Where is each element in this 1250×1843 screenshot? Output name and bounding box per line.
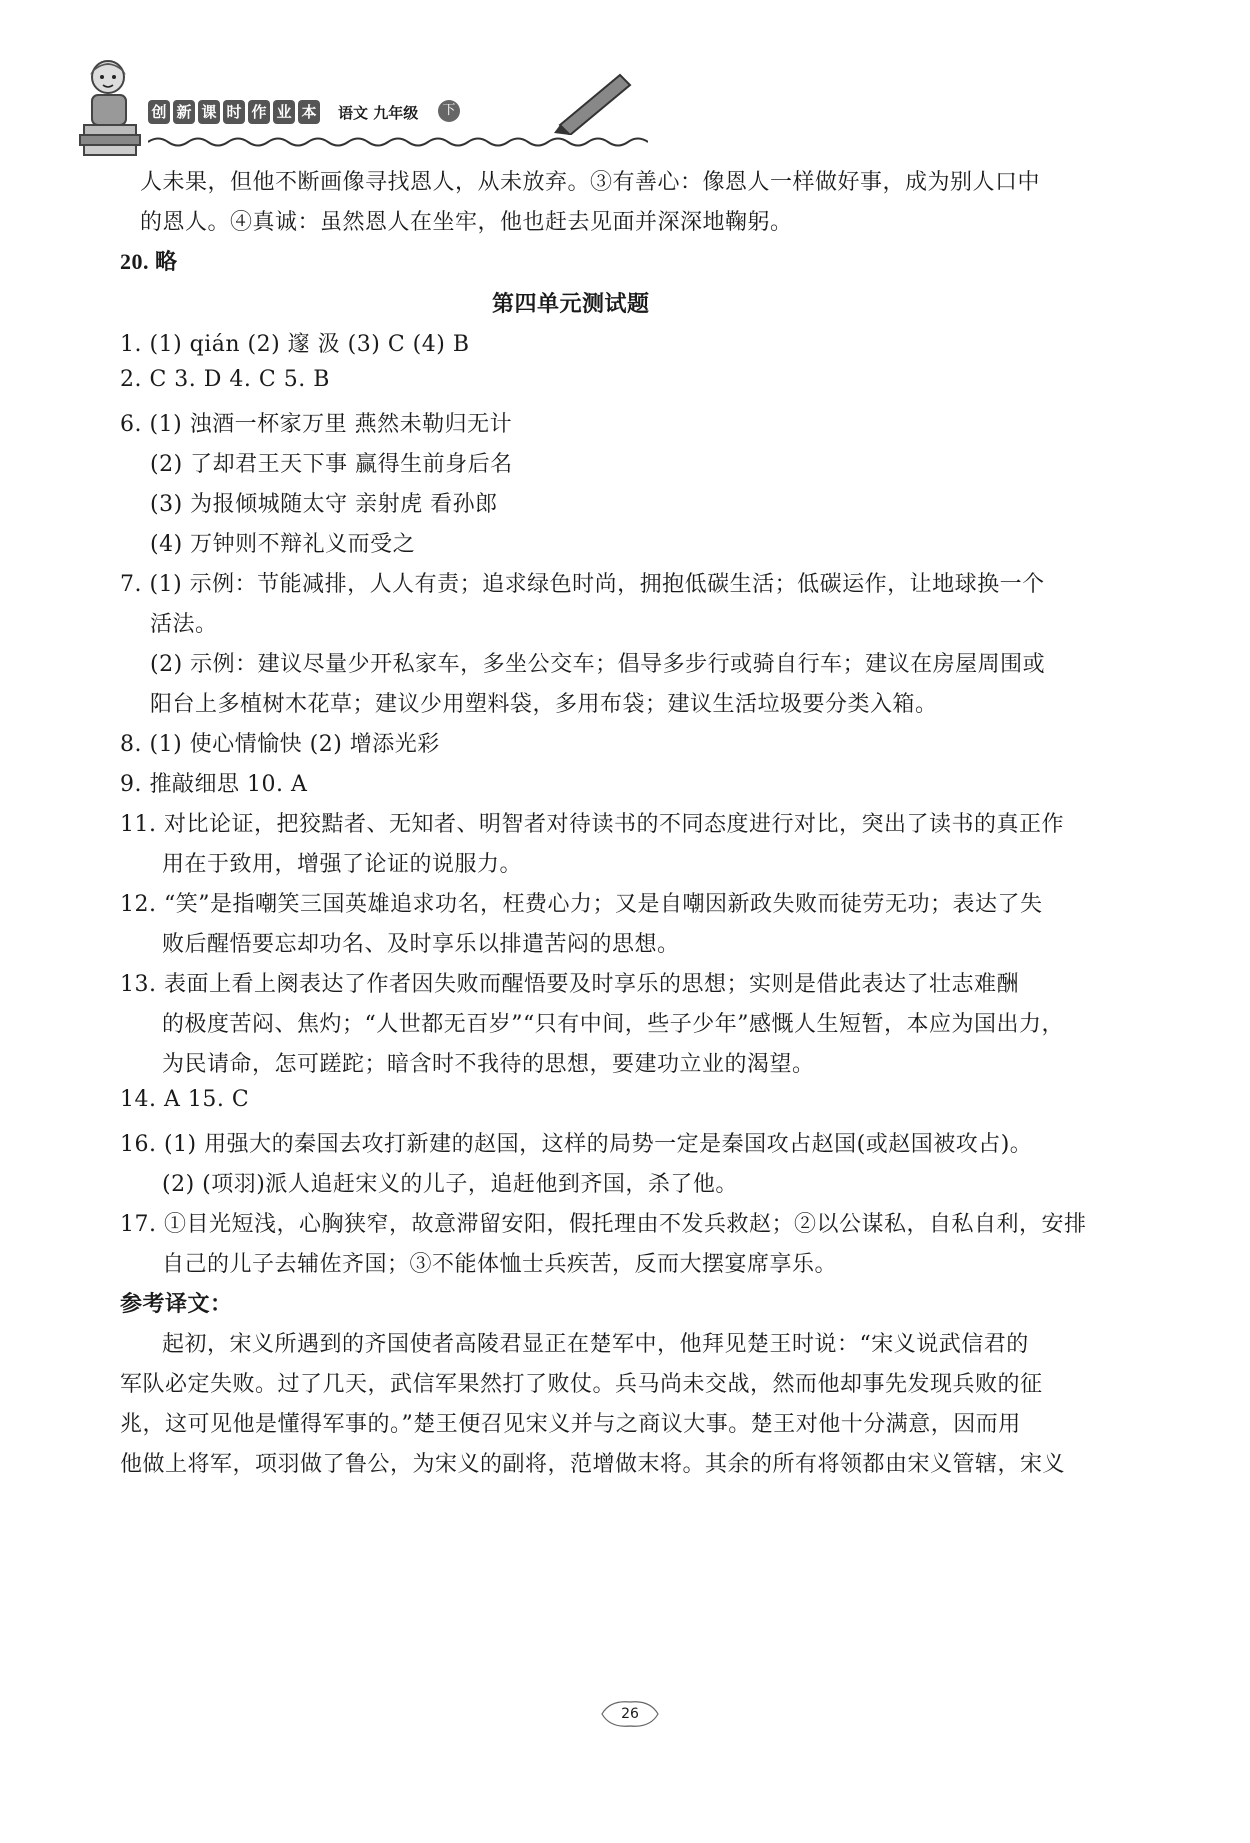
answer-16: 16. (1) 用强大的秦国去攻打新建的赵国，这样的局势一定是秦国攻占赵国(或赵国被攻占)。	[120, 1132, 1033, 1157]
translation-line: 起初，宋义所遇到的齐国使者高陵君显正在楚军中，他拜见楚王时说：“宋义说武信君的	[162, 1332, 1029, 1357]
translation-line: 他做上将军，项羽做了鲁公，为宋义的副将，范增做末将。其余的所有将领都由宋义管辖，宋义	[120, 1452, 1066, 1477]
page-number	[610, 1700, 650, 1728]
answer-6-part: (2) 了却君王天下事 赢得生前身后名	[150, 452, 513, 477]
answer-6-part: (3) 为报倾城随太守 亲射虎 看孙郎	[150, 492, 498, 517]
text-line: 阳台上多植树木花草；建议少用塑料袋，多用布袋；建议生活垃圾要分类入箱。	[150, 692, 938, 717]
pencil-icon	[550, 65, 640, 135]
answer-11: 11. 对比论证，把狡黠者、无知者、明智者对待读书的不同态度进行对比，突出了读书的真正作	[120, 812, 1064, 837]
brand-char: 创	[148, 100, 170, 124]
brand-char: 本	[298, 100, 320, 124]
text-line: 的极度苦闷、焦灼；“人世都无百岁”“只有中间，些子少年”感慨人生短暂，本应为国出力，	[162, 1012, 1064, 1037]
answers-9-10: 9. 推敲细思 10. A	[120, 772, 308, 797]
brand-logo	[148, 100, 320, 124]
page-number-text: 26	[621, 1706, 639, 1722]
brand-char: 课	[198, 100, 220, 124]
wavy-divider	[148, 135, 648, 149]
volume-badge: 下	[438, 100, 460, 122]
answer-6: 6. (1) 浊酒一杯家万里 燕然未勒归无计	[120, 412, 513, 437]
answer-13: 13. 表面上看上阕表达了作者因失败而醒悟要及时享乐的思想；实则是借此表达了壮志难酬	[120, 972, 1019, 997]
brand-char: 新	[173, 100, 195, 124]
text-line: 自己的儿子去辅佐齐国；③不能体恤士兵疾苦，反而大摆宴席享乐。	[162, 1252, 838, 1277]
answer-6-part: (4) 万钟则不辩礼义而受之	[150, 532, 416, 557]
brand-char: 业	[273, 100, 295, 124]
answer-7: 7. (1) 示例：节能减排，人人有责；追求绿色时尚，拥抱低碳生活；低碳运作，让地球换一个	[120, 572, 1045, 597]
brand-char: 作	[248, 100, 270, 124]
answer-12: 12. “笑”是指嘲笑三国英雄追求功名，枉费心力；又是自嘲因新政失败而徒劳无功；表达了失	[120, 892, 1043, 917]
text-line: 的恩人。④真诚：虽然恩人在坐牢，他也赶去见面并深深地鞠躬。	[140, 210, 793, 235]
text-line: 用在于致用，增强了论证的说服力。	[162, 852, 523, 877]
answer-1: 1. (1) qián (2) 邃 汲 (3) C (4) B	[120, 332, 470, 357]
answer-16-part: (2) (项羽)派人追赶宋义的儿子，追赶他到齐国，杀了他。	[162, 1172, 738, 1197]
translation-line: 军队必定失败。过了几天，武信军果然打了败仗。兵马尚未交战，然而他却事先发现兵败的征	[120, 1372, 1043, 1397]
answer-8: 8. (1) 使心情愉快 (2) 增添光彩	[120, 732, 440, 757]
answer-17: 17. ①目光短浅，心胸狭窄，故意滞留安阳，假托理由不发兵救赵；②以公谋私，自私自利，安排	[120, 1212, 1087, 1237]
page-header	[70, 55, 630, 165]
subject-label: 语文 九年级	[338, 104, 419, 122]
answer-20: 20. 略	[120, 249, 178, 274]
answers-14-15: 14. A 15. C	[120, 1087, 250, 1112]
answer-7-part: (2) 示例：建议尽量少开私家车，多坐公交车；倡导多步行或骑自行车；建议在房屋周围或	[150, 652, 1046, 677]
text-line: 人未果，但他不断画像寻找恩人，从未放弃。③有善心：像恩人一样做好事，成为别人口中	[140, 170, 1041, 195]
student-reading-illustration	[70, 55, 150, 160]
translation-line: 兆，这可见他是懂得军事的。”楚王便召见宋义并与之商议大事。楚王对他十分满意，因而用	[120, 1412, 1021, 1437]
section-title: 第四单元测试题	[492, 291, 650, 317]
answers-2-5: 2. C 3. D 4. C 5. B	[120, 367, 330, 392]
text-line: 活法。	[150, 612, 218, 637]
brand-char: 时	[223, 100, 245, 124]
reference-translation-heading: 参考译文：	[120, 1291, 233, 1317]
text-line: 为民请命，怎可蹉跎；暗含时不我待的思想，要建功立业的渴望。	[162, 1052, 815, 1077]
text-line: 败后醒悟要忘却功名、及时享乐以排遣苦闷的思想。	[162, 932, 680, 957]
